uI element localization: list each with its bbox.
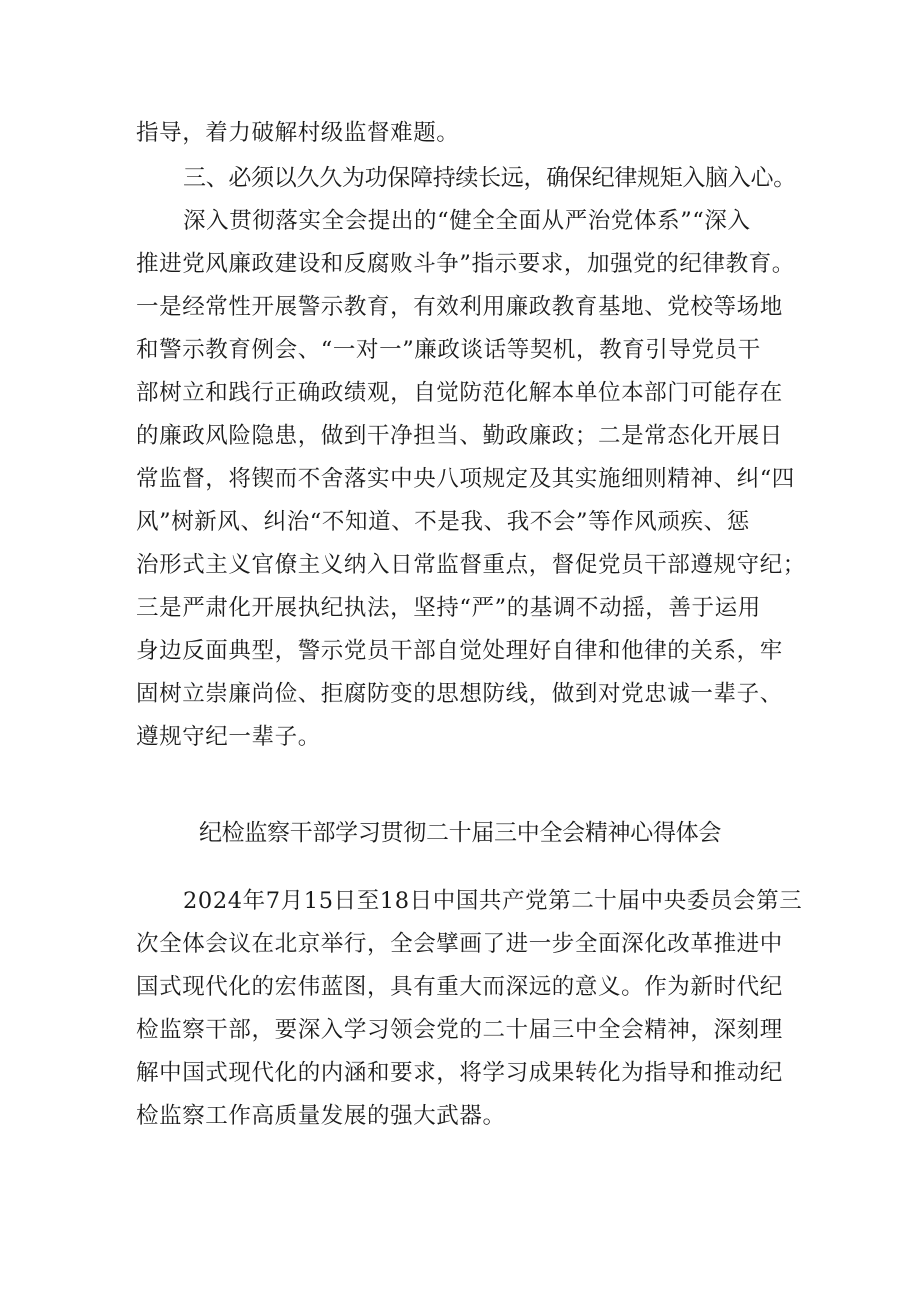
body-text-line: 解中国式现代化的内涵和要求，将学习成果转化为指导和推动纪 — [136, 1060, 783, 1086]
body-text-line: 次全体会议在北京举行，全会擘画了进一步全面深化改革推进中 — [136, 931, 783, 957]
body-text-line: 风”树新风、纠治“不知道、不是我、我不会”等作风顽疾、惩 — [136, 509, 750, 535]
body-text-line: 国式现代化的宏伟蓝图，具有重大而深远的意义。作为新时代纪 — [136, 974, 783, 1000]
body-text-line: 一是经常性开展警示教育，有效利用廉政教育基地、党校等场地 — [136, 294, 783, 320]
body-text-line: 三是严肃化开展执纪执法，坚持“严”的基调不动摇，善于运用 — [136, 595, 761, 621]
section-heading: 三、必须以久久为功保障持续长远，确保纪律规矩入脑入心。 — [183, 165, 796, 191]
body-text-line: 检监察干部，要深入学习领会党的二十届三中全会精神，深刻理 — [136, 1017, 783, 1043]
body-text-line: 身边反面典型，警示党员干部自觉处理好自律和他律的关系，牢 — [136, 638, 783, 664]
body-text-line: 和警示教育例会、“一对一”廉政谈话等契机，教育引导党员干 — [136, 337, 761, 363]
body-text-line: 深入贯彻落实全会提出的“健全全面从严治党体系”“深入 — [183, 208, 751, 234]
body-text-line: 遵规守纪一辈子。 — [136, 724, 321, 750]
body-text-line: 检监察工作高质量发展的强大武器。 — [136, 1103, 506, 1129]
body-text-line: 常监督，将锲而不舍落实中央八项规定及其实施细则精神、纠“四 — [136, 466, 795, 492]
body-text-line: 部树立和践行正确政绩观，自觉防范化解本单位本部门可能存在 — [136, 380, 783, 406]
body-text-line: 的廉政风险隐患，做到干净担当、勤政廉政；二是常态化开展日 — [136, 423, 783, 449]
body-text-line: 2024年7月15日至18日中国共产党第二十届中央委员会第三 — [183, 888, 803, 914]
body-text-line: 指导，着力破解村级监督难题。 — [136, 120, 460, 146]
body-text-line: 推进党风廉政建设和反腐败斗争”指示要求，加强党的纪律教育。 — [136, 251, 795, 277]
body-text-line: 治形式主义官僚主义纳入日常监督重点，督促党员干部遵规守纪； — [136, 552, 806, 578]
article-title: 纪检监察干部学习贯彻二十届三中全会精神心得体会 — [198, 820, 722, 846]
body-text-line: 固树立崇廉尚俭、拒腐防变的思想防线，做到对党忠诚一辈子、 — [136, 681, 783, 707]
